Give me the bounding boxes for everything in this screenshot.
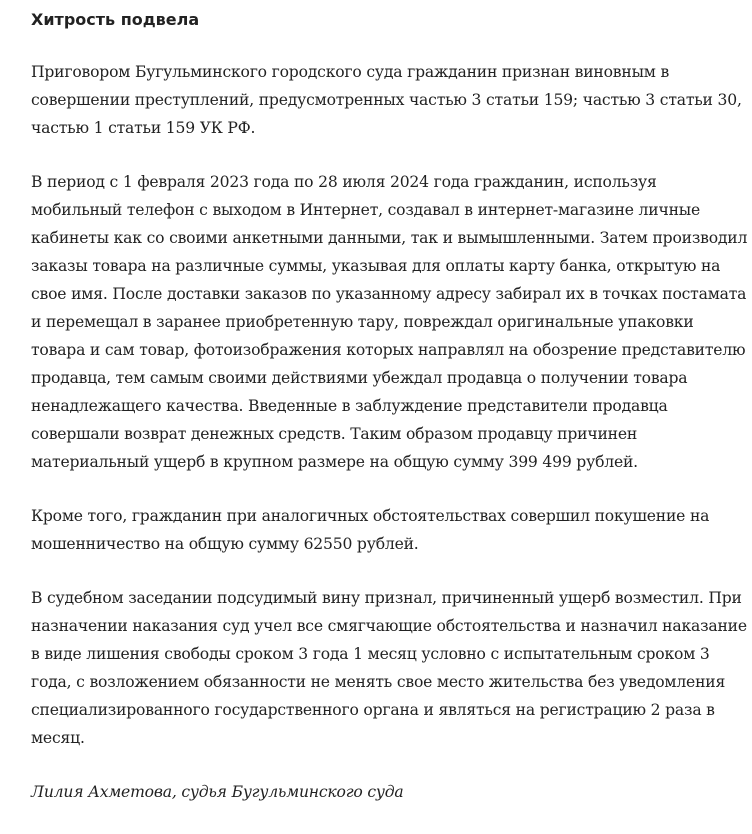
article-paragraph-verdict: Приговором Бугульминского городского суда гражданин признан виновным в совершении преступлений, предусмотренных частью 3 статьи 159; частью 3 статьи 30, частью 1 статьи 159 УК РФ. bbox=[31, 63, 742, 137]
article-paragraph-sentence: В судебном заседании подсудимый вину признал, причиненный ущерб возместил. При назначении наказания суд учел все смягчающие обстоятельства и назначил наказание в виде лишения свободы сроком 3 года 1 месяц условно с испытательным сроком 3 года, с возложением обязанности не менять свое место жительства без уведомления специализированного государственного органа и являться на регистрацию 2 раза в месяц. bbox=[31, 589, 747, 747]
article-paragraph-attempt: Кроме того, гражданин при аналогичных обстоятельствах совершил покушение на мошенничество на общую сумму 62550 рублей. bbox=[31, 507, 710, 553]
article-headline: Хитрость подвела bbox=[31, 10, 200, 29]
article-signature: Лилия Ахметова, судья Бугульминского суда bbox=[31, 783, 404, 801]
article bbox=[31, 8, 749, 806]
article-paragraph-scheme: В период с 1 февраля 2023 года по 28 июля 2024 года гражданин, используя мобильный телефон с выходом в Интернет, создавал в интернет-магазине личные кабинеты как со своими анкетными данными, так и вымышленными. Затем производил заказы товара на различные суммы, указывая для оплаты карту банка, открытую на свое имя. После доставки заказов по указанному адресу забирал их в точках постамата и перемещал в заранее приобретенную тару, повреждал оригинальные упаковки товара и сам товар, фотоизображения которых направлял на обозрение представителю продавца, тем самым своими действиями убеждал продавца о получении товара ненадлежащего качества. Введенные в заблуждение представители продавца совершали возврат денежных средств. Таким образом продавцу причинен материальный ущерб в крупном размере на общую сумму 399 499 рублей. bbox=[31, 173, 748, 471]
